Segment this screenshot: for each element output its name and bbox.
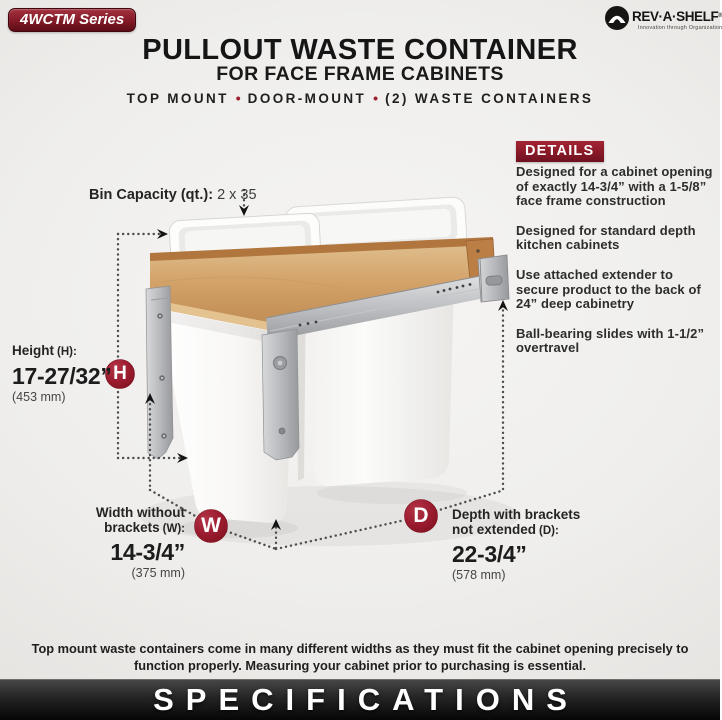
depth-metric: (578 mm): [452, 568, 506, 582]
width-label-line1: Width without: [95, 505, 185, 520]
width-dimension: [55, 506, 185, 580]
depth-label-line2: not extended: [452, 521, 537, 537]
mounting-bracket-center: [262, 329, 299, 460]
details-item: Designed for a cabinet opening of exactly 14-3/4” with a 1-5/8” face frame construction: [516, 164, 713, 209]
bin-capacity-value: 2 x 35: [217, 187, 257, 203]
details-item: Designed for standard depth kitchen cabinets: [516, 222, 696, 253]
page-subtitle: FOR FACE FRAME CABINETS: [216, 63, 504, 85]
bin-capacity-label: [89, 187, 257, 203]
height-label: Height: [12, 343, 54, 358]
page-title: PULLOUT WASTE CONTAINER: [142, 34, 578, 66]
details-item: Ball-bearing slides with 1-1/2” overtravel: [516, 325, 705, 356]
feature-top-mount: TOP MOUNT: [126, 91, 229, 106]
depth-label-line1: Depth with brackets: [452, 507, 581, 522]
bin-capacity-title: Bin Capacity (qt.):: [89, 187, 214, 203]
measurement-note: [10, 641, 710, 674]
width-badge: W: [201, 514, 221, 537]
details-panel: [516, 141, 714, 371]
bullet-separator: •: [235, 90, 241, 106]
note-line1: Top mount waste containers come in many different widths as they must fit the cabinet opening precisely to: [31, 641, 689, 656]
depth-dimension: [452, 508, 602, 582]
note-line2: function properly. Measuring your cabinet prior to purchasing is essential.: [134, 657, 586, 673]
height-abbr: (H):: [57, 346, 77, 358]
details-item: Use attached extender to secure product to the back of 24” deep cabinetry: [516, 266, 701, 312]
width-metric: (375 mm): [131, 566, 185, 580]
depth-value: 22-3/4”: [452, 541, 527, 567]
specifications-bar: [0, 679, 720, 720]
feature-line: [0, 90, 720, 106]
rev-a-shelf-logo-icon: [604, 5, 630, 31]
brand-logo: [604, 5, 722, 31]
specifications-label: SPECIFICATIONS: [153, 682, 579, 717]
height-metric: (453 mm): [12, 389, 66, 404]
details-heading: DETAILS: [516, 141, 604, 162]
depth-badge: D: [413, 504, 429, 527]
width-value: 14-3/4”: [110, 539, 185, 565]
height-value: 17-27/32”: [12, 362, 112, 389]
depth-abbr: (D):: [539, 524, 559, 537]
mounting-bracket-left: [146, 286, 173, 459]
brand-logo-text: [632, 5, 722, 31]
series-badge: 4WCTM Series: [8, 8, 136, 32]
height-dimension: [12, 344, 112, 403]
bullet-separator: •: [373, 90, 379, 106]
brand-tagline: Innovation through Organization: [637, 25, 722, 31]
brand-name: REV·A·SHELF®: [632, 9, 722, 24]
width-label-line2: brackets: [104, 519, 160, 535]
height-badge: H: [113, 363, 127, 384]
feature-waste-containers: (2) WASTE CONTAINERS: [385, 91, 594, 106]
width-abbr: (W):: [162, 522, 185, 535]
registered-mark: ®: [718, 13, 722, 19]
feature-door-mount: DOOR-MOUNT: [247, 91, 367, 106]
